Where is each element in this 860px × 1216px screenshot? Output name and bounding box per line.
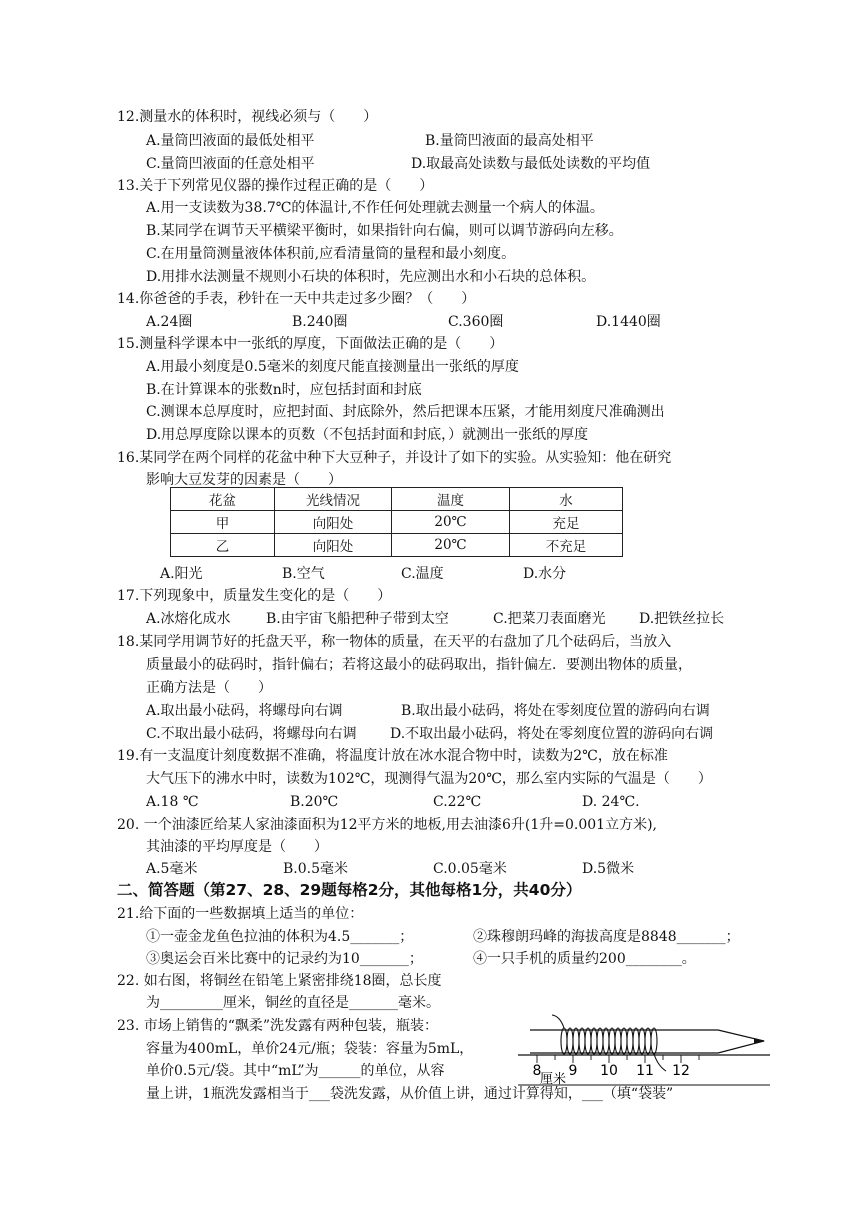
q13-option-a: A.用一支读数为38.7℃的体温计,不作任何处理就去测量一个病人的体温。 xyxy=(146,200,604,216)
table-header-cell: 光线情况 xyxy=(275,488,392,511)
q15-option-c: C.测课本总厚度时，应把封面、封底除外，然后把课本压紧，才能用刻度尺准确测出 xyxy=(146,404,665,420)
q14-option-c: C.360圈 xyxy=(448,314,504,330)
ruler-tick-label: 11 xyxy=(636,1063,654,1079)
q13-option-d: D.用排水法测量不规则小石块的体积时，先应测出水和小石块的总体积。 xyxy=(146,269,596,285)
q21-item-3: ③奥运会百米比赛中的记录约为10_______； xyxy=(146,951,423,967)
q22-stem-line1: 22. 如右图，将铜丝在铅笔上紧密排绕18圈，总长度 xyxy=(117,973,442,989)
q15-option-b: B.在计算课本的张数n时，应包括封面和封底 xyxy=(146,382,422,398)
q16-stem-line2: 影响大豆发芽的因素是（ ） xyxy=(146,472,342,488)
q14-option-a: A.24圈 xyxy=(146,314,193,330)
table-cell: 不充足 xyxy=(510,534,623,557)
q19-option-d: D. 24℃. xyxy=(582,794,640,810)
ruler-unit-label: 厘米 xyxy=(540,1072,567,1087)
q23-stem-line3: 单价0.5元/袋。其中“mL”为______的单位，从容 xyxy=(146,1063,445,1079)
q18-stem-line3: 正确方法是（ ） xyxy=(146,680,272,696)
q14-stem: 14.你爸爸的手表，秒针在一天中共走过多少圈？（ ） xyxy=(117,291,476,307)
table-row xyxy=(171,511,623,534)
q14-option-b: B.240圈 xyxy=(292,314,348,330)
q20-option-c: C.0.05毫米 xyxy=(433,861,507,877)
q13-option-c: C.在用量筒测量液体体积前,应看清量筒的量程和最小刻度。 xyxy=(146,246,516,262)
ruler-tick-label: 10 xyxy=(600,1063,618,1079)
table-header-cell: 花盆 xyxy=(171,488,275,511)
q12-stem: 12.测量水的体积时，视线必须与（ ） xyxy=(117,109,378,125)
ruler-tick-label: 12 xyxy=(672,1063,690,1079)
q17-option-c: C.把菜刀表面磨光 xyxy=(493,611,606,627)
experiment-table xyxy=(170,487,623,557)
q18-option-c: C.不取出最小砝码，将螺母向右调 xyxy=(146,726,357,742)
q15-option-a: A.用最小刻度是0.5毫米的刻度尺能直接测量出一张纸的厚度 xyxy=(146,359,519,375)
q19-stem-line2: 大气压下的沸水中时，读数为102℃，现测得气温为20℃，那么室内实际的气温是（ ） xyxy=(146,771,712,787)
q15-option-d: D.用总厚度除以课本的页数（不包括封面和封底，）就测出一张纸的厚度 xyxy=(146,427,589,443)
q17-option-b: B.由宇宙飞船把种子带到太空 xyxy=(266,611,449,627)
q23-stem-line1: 23. 市场上销售的“飘柔”洗发露有两种包装，瓶装： xyxy=(117,1018,439,1034)
q17-option-a: A.冰熔化成水 xyxy=(146,611,231,627)
q18-option-d: D.不取出最小砝码，将处在零刻度位置的游码向右调 xyxy=(390,726,714,742)
q16-option-d: D.水分 xyxy=(523,566,567,582)
table-cell: 20℃ xyxy=(392,511,510,534)
q16-option-c: C.温度 xyxy=(401,566,444,582)
q20-option-a: A.5毫米 xyxy=(146,861,198,877)
q12-option-d: D.取最高处读数与最低处读数的平均值 xyxy=(411,156,651,172)
table-row xyxy=(171,534,623,557)
q19-option-b: B.20℃ xyxy=(290,794,339,810)
q21-stem: 21.给下面的一些数据填上适当的单位： xyxy=(117,906,364,922)
q18-stem-line1: 18.某同学用调节好的托盘天平，称一物体的质量，在天平的右盘加了几个砝码后，当放入 xyxy=(117,634,672,650)
q20-stem-line2: 其油漆的平均厚度是（ ） xyxy=(146,839,328,855)
q20-option-b: B.0.5毫米 xyxy=(283,861,349,877)
ruler-tick-label: 9 xyxy=(568,1063,578,1079)
q20-stem-line1: 20. 一个油漆匠给某人家油漆面积为12平方米的地板,用去油漆6升(1升=0.001立方米), xyxy=(117,817,657,833)
q19-option-c: C.22℃ xyxy=(433,794,482,810)
q16-option-b: B.空气 xyxy=(282,566,325,582)
q18-option-b: B.取出最小砝码，将处在零刻度位置的游码向右调 xyxy=(401,703,710,719)
q21-item-4: ④一只手机的质量约200________。 xyxy=(473,951,696,967)
ruler-tick-label: 8 xyxy=(532,1063,542,1079)
q17-stem: 17.下列现象中，质量发生变化的是（ ） xyxy=(117,588,392,604)
q20-option-d: D.5微米 xyxy=(582,861,635,877)
q19-stem-line1: 19.有一支温度计刻度数据不准确，将温度计放在冰水混合物中时，读数为2℃，放在标准 xyxy=(117,748,668,764)
q12-option-b: B.量筒凹液面的最高处相平 xyxy=(425,133,594,149)
table-cell: 甲 xyxy=(171,511,275,534)
q14-option-d: D.1440圈 xyxy=(596,314,661,330)
q18-option-a: A.取出最小砝码，将螺母向右调 xyxy=(146,703,343,719)
q13-option-b: B.某同学在调节天平横梁平衡时，如果指针向右偏，则可以调节游码向左移。 xyxy=(146,223,623,239)
q19-option-a: A.18 ℃ xyxy=(146,794,199,810)
ruler-icon xyxy=(518,1055,770,1087)
table-header-cell: 水 xyxy=(510,488,623,511)
q13-stem: 13.关于下列常见仪器的操作过程正确的是（ ） xyxy=(117,178,434,194)
q12-option-a: A.量筒凹液面的最低处相平 xyxy=(146,133,315,149)
q18-stem-line2: 质量最小的砝码时，指针偏右；若将这最小的砝码取出，指针偏左．要测出物体的质量， xyxy=(146,657,692,673)
table-cell: 20℃ xyxy=(392,534,510,557)
section-heading: 二、简答题（第27、28、29题每格2分，其他每格1分，共40分） xyxy=(117,881,582,899)
table-header-row xyxy=(171,488,623,511)
ruler-pencil-figure xyxy=(518,1011,770,1087)
q17-option-d: D.把铁丝拉长 xyxy=(639,611,725,627)
q22-stem-line2: 为_________厘米，铜丝的直径是_______毫米。 xyxy=(146,995,440,1011)
q12-option-c: C.量筒凹液面的任意处相平 xyxy=(146,156,315,172)
q21-item-1: ①一壶金龙鱼色拉油的体积为4.5_______； xyxy=(146,929,414,945)
table-cell: 向阳处 xyxy=(275,534,392,557)
table-cell: 乙 xyxy=(171,534,275,557)
q15-stem: 15.测量科学课本中一张纸的厚度，下面做法正确的是（ ） xyxy=(117,336,504,352)
table-cell: 充足 xyxy=(510,511,623,534)
q16-option-a: A.阳光 xyxy=(160,566,203,582)
q23-stem-line4: 量上讲，1瓶洗发露相当于___袋洗发露，从价值上讲，通过计算得知，___（填“袋装” xyxy=(146,1086,674,1102)
q16-stem-line1: 16.某同学在两个同样的花盆中种下大豆种子，并设计了如下的实验。从实验知：他在研究 xyxy=(117,450,672,466)
q21-item-2: ②珠穆朗玛峰的海拔高度是8848_______； xyxy=(473,929,740,945)
table-cell: 向阳处 xyxy=(275,511,392,534)
q23-stem-line2: 容量为400mL，单价24元/瓶；袋装：容量为5mL， xyxy=(146,1041,474,1057)
table-header-cell: 温度 xyxy=(392,488,510,511)
pencil-icon xyxy=(530,1030,765,1053)
